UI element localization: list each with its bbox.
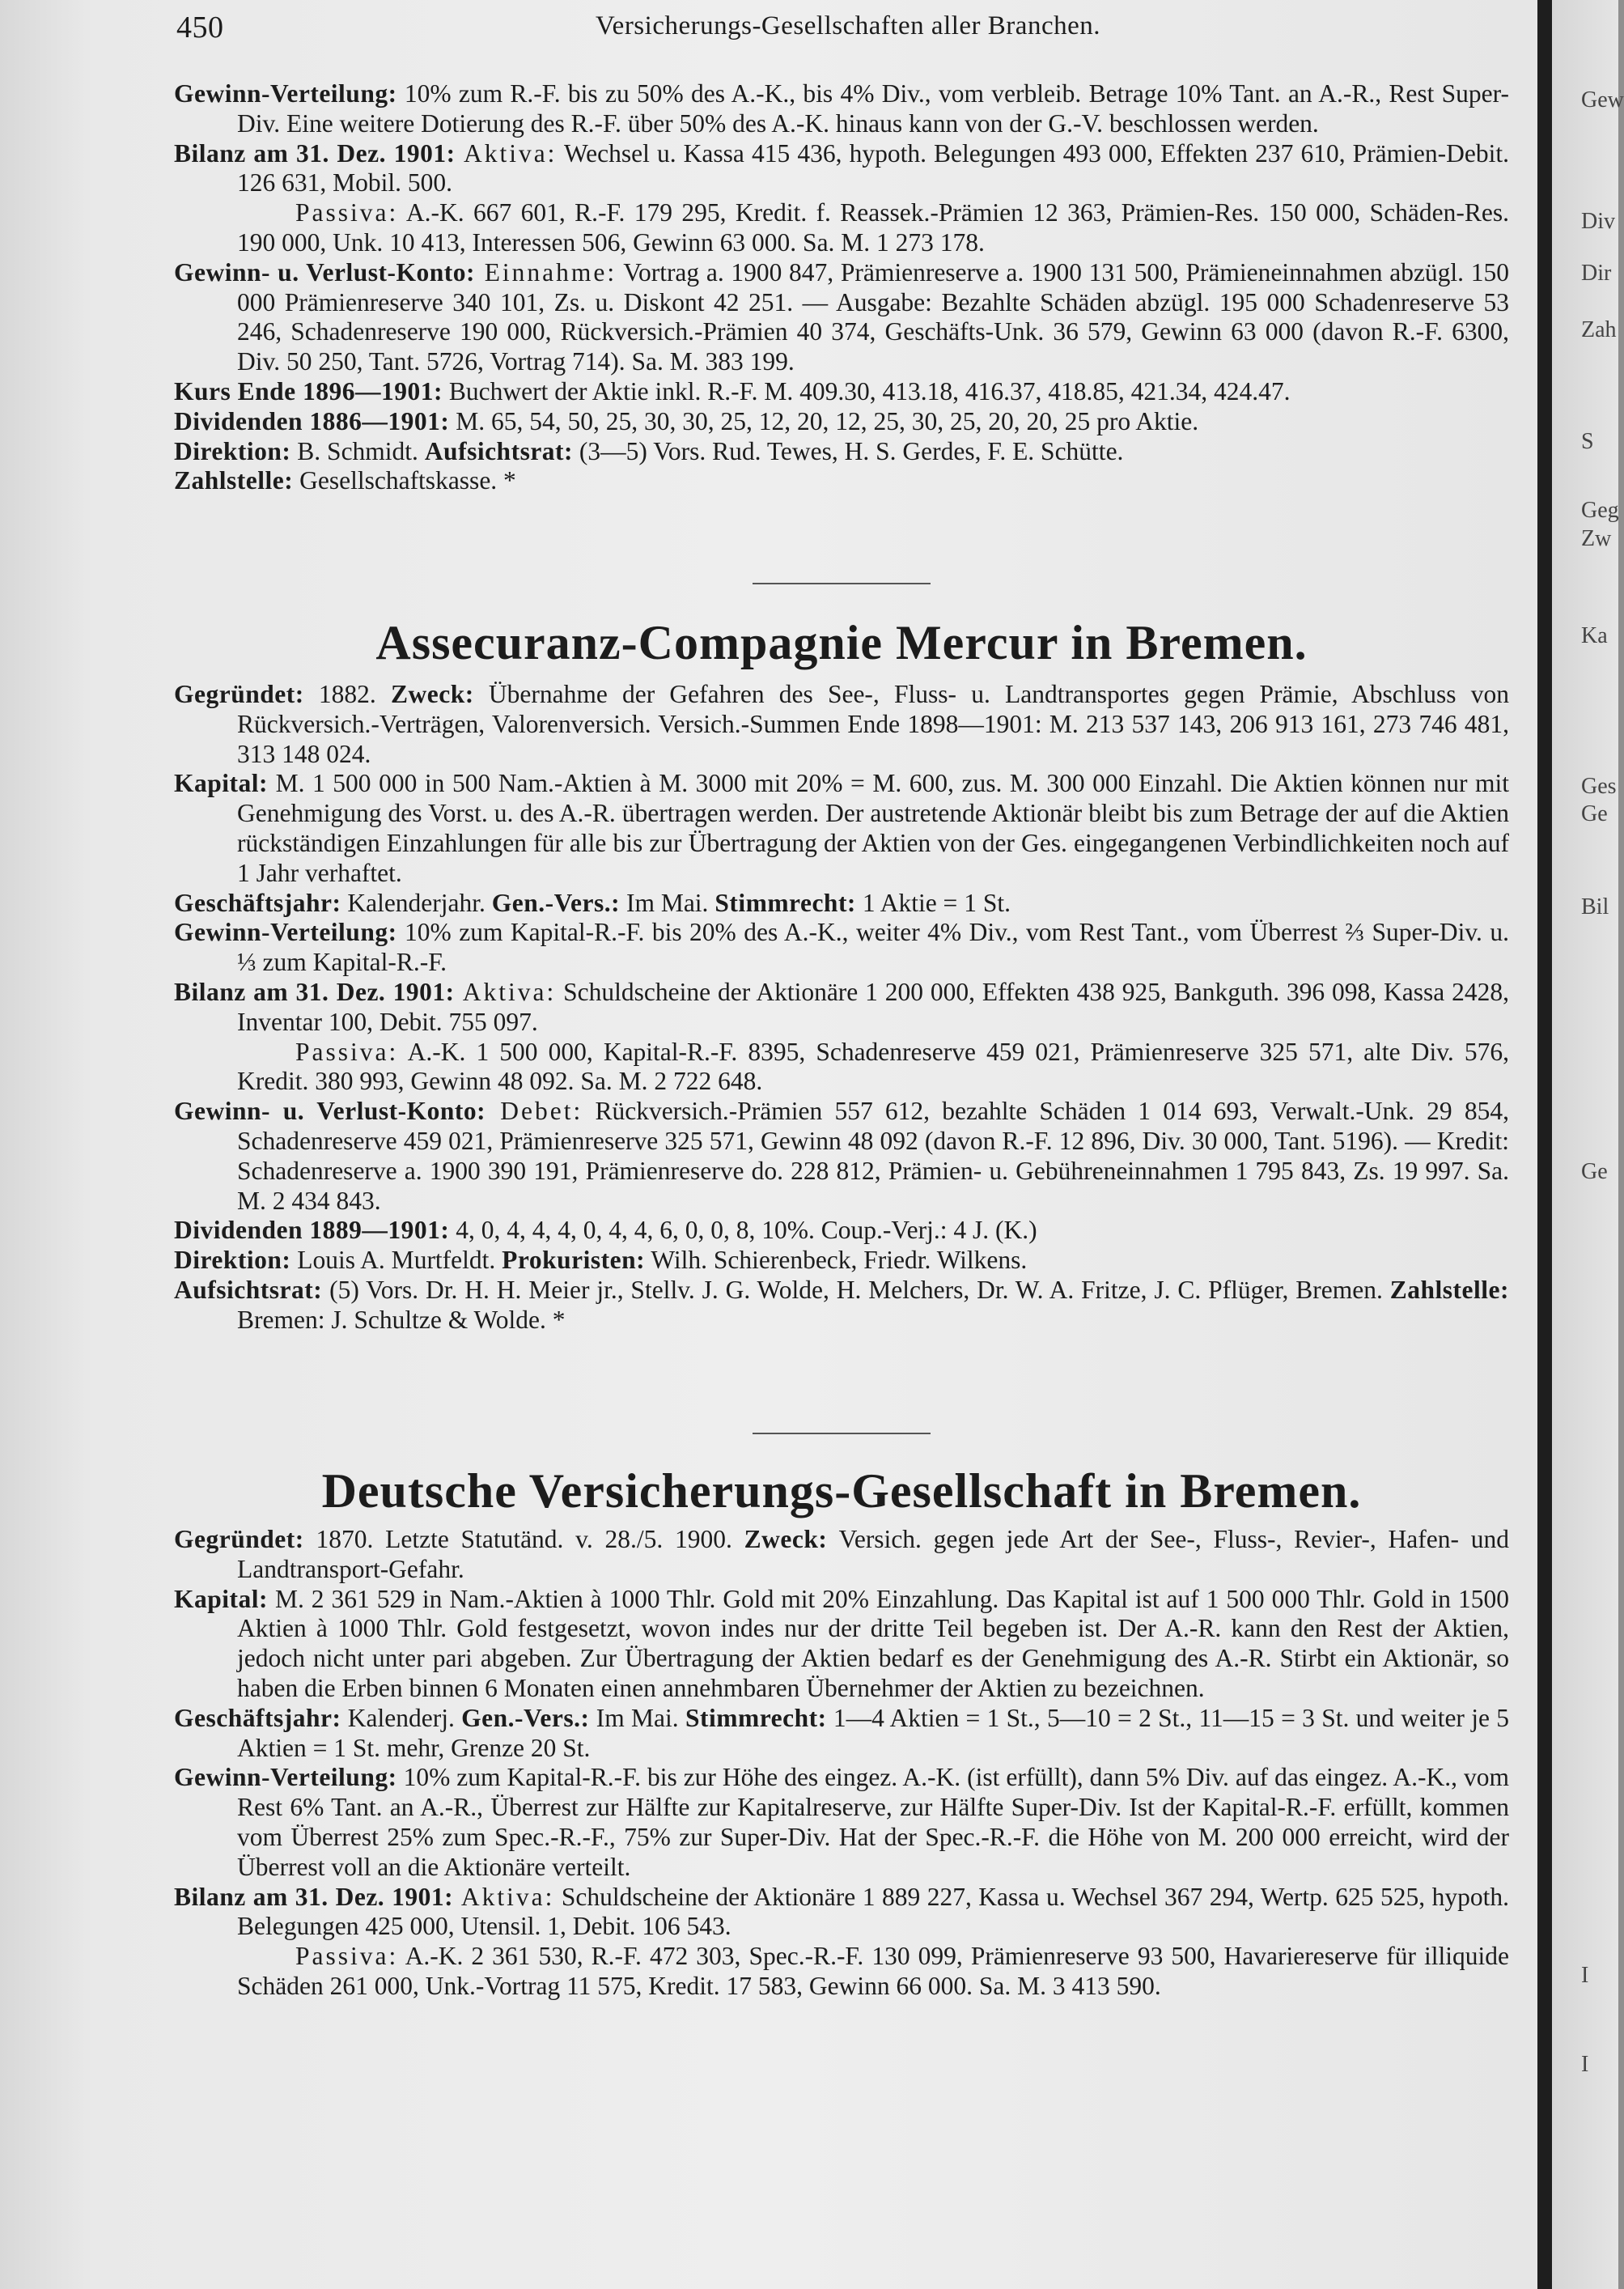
next-page-fragment: S [1581, 429, 1594, 454]
field-text: (3—5) Vors. Rud. Tewes, H. S. Gerdes, F. E. Schütte. [573, 436, 1124, 465]
next-page-fragment: I [1581, 1963, 1589, 1988]
field-label: Bilanz am 31. Dez. 1901: [174, 977, 455, 1006]
field-label: Dividenden 1886—1901: [174, 406, 450, 435]
entry-paragraph [174, 198, 1509, 258]
next-page-fragment: Dir [1581, 261, 1612, 286]
field-label: Gewinn- u. Verlust-Konto: [174, 257, 476, 287]
field-text: Schuldscheine der Aktionäre 1 889 227, Kassa u. Wechsel 367 294, Wertp. 625 525, hypoth. Belegungen 425 000, Utensil. 1, Debit. 106 543. [237, 1882, 1509, 1941]
spaced-heading: Passiva: [295, 1037, 399, 1066]
field-text: 10% zum Kapital-R.-F. bis zur Höhe des eingez. A.-K. (ist erfüllt), dann 5% Div. auf das eingez. A.-K., vom Rest 6% Tant. an A.-R., Überrest zur Hälfte zur Kapitalreserve, zur Hälfte Super-Div. Ist der Kapital-R.-F. erfüllt, kommen vom Überrest 25% zum Spec.-R.-F., 75% zur Super-Div. Hat der Spec.-R.-F. die Höhe von M. 200 000 erreicht, wird der Überrest voll an die Aktionäre verteilt. [237, 1763, 1509, 1881]
field-label: Aufsichtsrat: [174, 1275, 323, 1304]
field-text: Im Mai. [620, 888, 715, 917]
page-header [176, 10, 1520, 45]
next-page-fragment: Zah [1581, 317, 1617, 342]
field-label: Direktion: [174, 1246, 291, 1275]
field-label: Kapital: [174, 769, 269, 798]
section-divider [753, 583, 931, 584]
entry-title-deutsche: Deutsche Versicherungs-Gesellschaft in Bremen. [321, 1464, 1362, 1518]
field-label: Stimmrecht: [685, 1703, 827, 1732]
entry-paragraph [174, 377, 1509, 407]
entry-paragraph [174, 978, 1509, 1038]
field-label: Direktion: [174, 436, 291, 465]
entry-paragraph [174, 1704, 1509, 1764]
field-label: Aufsichtsrat: [424, 436, 574, 465]
field-label: Kapital: [174, 1584, 269, 1613]
field-label: Bilanz am 31. Dez. 1901: [174, 138, 456, 168]
entry-paragraph [174, 437, 1509, 467]
spaced-heading: Passiva: [295, 198, 399, 227]
entry-paragraph [174, 79, 1509, 139]
field-text: Vortrag a. 1900 847, Prämienreserve a. 1900 131 500, Prämieneinnahmen abzügl. 150 000 Prämienreserve 340 101, Zs. u. Diskont 42 251. — Ausgabe: Bezahlte Schäden abzügl. 195 000 Schadenreserve 53 246, Schadenreserve 190 000, Rückversich.-Prämien 40 374, Geschäfts-Unk. 36 579, Gewinn 63 000 (davon R.-F. 6300, Div. 50 250, Tant. 5726, Vortrag 714). Sa. M. 383 199. [237, 257, 1509, 376]
field-text: A.-K. 2 361 530, R.-F. 472 303, Spec.-R.-F. 130 099, Prämienreserve 93 500, Havariereserve für illiquide Schäden 261 000, Unk.-Vortrag 11 575, Kredit. 17 583, Gewinn 66 000. Sa. M. 3 413 590. [237, 1942, 1509, 2000]
entry-paragraph [174, 1883, 1509, 1943]
field-text: Wilh. Schierenbeck, Friedr. Wilkens. [645, 1246, 1028, 1275]
field-label: Dividenden 1889—1901: [174, 1216, 450, 1245]
spaced-heading: Aktiva: [454, 977, 557, 1006]
spaced-heading: Einnahme: [475, 257, 617, 287]
spaced-heading: Aktiva: [455, 138, 558, 168]
field-text: Gesellschaftskasse. * [293, 466, 516, 495]
entry-paragraph [174, 1585, 1509, 1704]
entry-paragraph [174, 407, 1509, 437]
section-divider [753, 1433, 931, 1434]
field-text: M. 1 500 000 in 500 Nam.-Aktien à M. 3000 mit 20% = M. 600, zus. M. 300 000 Einzahl. Die Aktien können nur mit Genehmigung des Vorst. u. des A.-R. übertragen werden. Der austretende Aktionär bleibt bis zum Betrage der auf die Aktien rückständigen Einzahlungen für alle bis zur Übertragung der Aktien von der Ges. eingegangenen Verbindlichkeiten noch auf 1 Jahr verhaftet. [237, 769, 1509, 887]
entry-paragraph [174, 1097, 1509, 1216]
running-title: Versicherungs-Gesellschaften aller Branchen. [596, 11, 1100, 40]
continued-entry [174, 79, 1509, 496]
spaced-heading: Passiva: [295, 1942, 399, 1971]
field-label: Zahlstelle: [1389, 1275, 1509, 1304]
next-page-fragment: Ge [1581, 801, 1608, 826]
field-text: Buchwert der Aktie inkl. R.-F. M. 409.30, 413.18, 416.37, 418.85, 421.34, 424.47. [443, 376, 1291, 406]
field-text: 1—4 Aktien = 1 St., 5—10 = 2 St., 11—15 = 3 St. und weiter je 5 Aktien = 1 St. mehr, Grenze 20 St. [237, 1703, 1510, 1762]
entry-paragraph [174, 769, 1509, 888]
field-text: A.-K. 667 601, R.-F. 179 295, Kredit. f. Reassek.-Prämien 12 363, Prämien-Res. 150 000, Schäden-Res. 190 000, Unk. 10 413, Interessen 506, Gewinn 63 000. Sa. M. 1 273 178. [237, 198, 1509, 257]
field-label: Kurs Ende 1896—1901: [174, 376, 443, 406]
field-text: 4, 0, 4, 4, 4, 0, 4, 4, 6, 0, 0, 8, 10%. Coup.-Verj.: 4 J. (K.) [449, 1216, 1037, 1245]
entry-paragraph [174, 1246, 1509, 1276]
entry-paragraph [174, 889, 1509, 919]
field-label: Gewinn-Verteilung: [174, 79, 397, 108]
field-text: Louis A. Murtfeldt. [290, 1246, 502, 1275]
field-text: Im Mai. [589, 1703, 685, 1732]
spaced-heading: Aktiva: [453, 1882, 555, 1911]
field-text: Bremen: J. Schultze & Wolde. * [237, 1305, 566, 1334]
field-text: Rückversich.-Prämien 557 612, bezahlte Schäden 1 014 693, Verwalt.-Unk. 29 854, Schadenreserve 459 021, Prämienreserve 325 571, Gewinn 48 092 (davon R.-F. 12 896, Div. 30 000, Tant. 5196). — Kredit: Schadenreserve a. 1900 390 191, Prämienreserve do. 228 812, Prämien- u. Gebühreneinnahmen 1 795 843, Zs. 19 997. Sa. M. 2 434 843. [237, 1097, 1509, 1215]
entry-paragraph [174, 1525, 1509, 1585]
entry-paragraph [174, 1276, 1509, 1336]
field-text: Schuldscheine der Aktionäre 1 200 000, Effekten 438 925, Bankguth. 396 098, Kassa 2428, Inventar 100, Debit. 755 097. [237, 977, 1510, 1036]
entry-paragraph [174, 680, 1509, 769]
entry-mercur [174, 680, 1509, 1336]
next-page-fragment: Ge [1581, 1159, 1608, 1184]
field-label: Gegründet: [174, 680, 304, 708]
field-text: A.-K. 1 500 000, Kapital-R.-F. 8395, Schadenreserve 459 021, Prämienreserve 325 571, alte Div. 576, Kredit. 380 993, Gewinn 48 092. Sa. M. 2 722 648. [237, 1037, 1509, 1096]
field-text: 10% zum Kapital-R.-F. bis 20% des A.-K., weiter 4% Div., vom Rest Tant., vom Überrest ⅔ Super-Div. u. ⅓ zum Kapital-R.-F. [237, 918, 1509, 977]
next-page-fragment: Div [1581, 209, 1615, 234]
field-text: M. 2 361 529 in Nam.-Aktien à 1000 Thlr. Gold mit 20% Einzahlung. Das Kapital ist auf 1 500 000 Thlr. Gold in 1500 Aktien à 1000 Thlr. Gold festgesetzt, wovon indes nur der dritte Teil begeben ist. Der A.-R. kann den Rest der Aktien, jedoch nicht unter pari abgeben. Zur Übertragung der Aktien bedarf es der Genehmigung des A.-R. Stirbt ein Aktionär, so haben die Erben binnen 6 Monaten einen annehmbaren Übernehmer der Aktien zu bezeichnen. [237, 1584, 1509, 1702]
field-label: Gewinn- u. Verlust-Konto: [174, 1097, 486, 1126]
field-label: Geschäftsjahr: [174, 1703, 341, 1732]
next-page-fragment: Ges [1581, 774, 1617, 799]
field-text: Wechsel u. Kassa 415 436, hypoth. Belegungen 493 000, Effekten 237 610, Prämien-Debit. 126 631, Mobil. 500. [237, 138, 1509, 197]
field-label: Gen.-Vers.: [491, 888, 621, 917]
field-text: 1870. Letzte Statutänd. v. 28./5. 1900. [303, 1525, 744, 1553]
field-label: Gegründet: [174, 1525, 304, 1553]
next-page-fragment: Ka [1581, 623, 1608, 648]
adjacent-page-edge [1552, 0, 1624, 2289]
spaced-heading: Debet: [486, 1097, 583, 1126]
field-label: Prokuristen: [502, 1246, 646, 1275]
entry-paragraph [174, 139, 1509, 199]
next-page-fragment: Gew [1581, 87, 1624, 113]
next-page-fragment: I [1581, 2052, 1589, 2077]
field-text: Übernahme der Gefahren des See-, Fluss- u. Landtransportes gegen Prämie, Abschluss von Rückversich.-Verträgen, Valorenversich. Versich.-Summen Ende 1898—1901: M. 213 537 143, 206 913 161, 273 746 481, 313 148 024. [237, 680, 1509, 768]
entry-paragraph [174, 918, 1509, 978]
entry-paragraph [174, 466, 1509, 496]
field-text: Kalenderj. [341, 1703, 462, 1732]
field-label: Gen.-Vers.: [461, 1703, 590, 1732]
entry-deutsche [174, 1525, 1509, 2002]
entry-paragraph [174, 1942, 1509, 2002]
entry-paragraph [174, 1216, 1509, 1246]
entry-paragraph [174, 258, 1509, 377]
page-number: 450 [176, 11, 224, 45]
field-text: 1882. [303, 680, 391, 708]
next-page-fragment: Geg [1581, 498, 1619, 523]
field-label: Gewinn-Verteilung: [174, 918, 397, 947]
field-text: (5) Vors. Dr. H. H. Meier jr., Stellv. J. G. Wolde, H. Melchers, Dr. W. A. Fritze, J. C. Pflüger, Bremen. [322, 1275, 1390, 1304]
field-label: Bilanz am 31. Dez. 1901: [174, 1882, 454, 1911]
field-text: 1 Aktie = 1 St. [855, 888, 1011, 917]
field-label: Zweck: [744, 1525, 828, 1553]
page-binding [1537, 0, 1552, 2289]
entry-paragraph [174, 1763, 1509, 1882]
field-text: Kalenderjahr. [341, 888, 492, 917]
entry-paragraph [174, 1038, 1509, 1098]
field-text: 10% zum R.-F. bis zu 50% des A.-K., bis 4% Div., vom verbleib. Betrage 10% Tant. an A.-R., Rest Super-Div. Eine weitere Dotierung des R.-F. über 50% des A.-K. hinaus kann von der G.-V. beschlossen werden. [237, 79, 1509, 138]
field-label: Gewinn-Verteilung: [174, 1763, 397, 1792]
field-label: Zweck: [390, 680, 474, 708]
field-text: M. 65, 54, 50, 25, 30, 30, 25, 12, 20, 12, 25, 30, 25, 20, 20, 25 pro Aktie. [449, 406, 1199, 435]
field-text: B. Schmidt. [290, 436, 425, 465]
field-label: Geschäftsjahr: [174, 888, 341, 917]
entry-title-mercur: Assecuranz-Compagnie Mercur in Bremen. [375, 616, 1308, 669]
next-page-fragment: Bil [1581, 894, 1609, 919]
field-text: Versich. gegen jede Art der See-, Fluss-, Revier-, Hafen- und Landtransport-Gefahr. [237, 1525, 1509, 1583]
field-label: Zahlstelle: [174, 466, 294, 495]
next-page-fragment: Zw [1581, 526, 1612, 551]
field-label: Stimmrecht: [714, 888, 856, 917]
